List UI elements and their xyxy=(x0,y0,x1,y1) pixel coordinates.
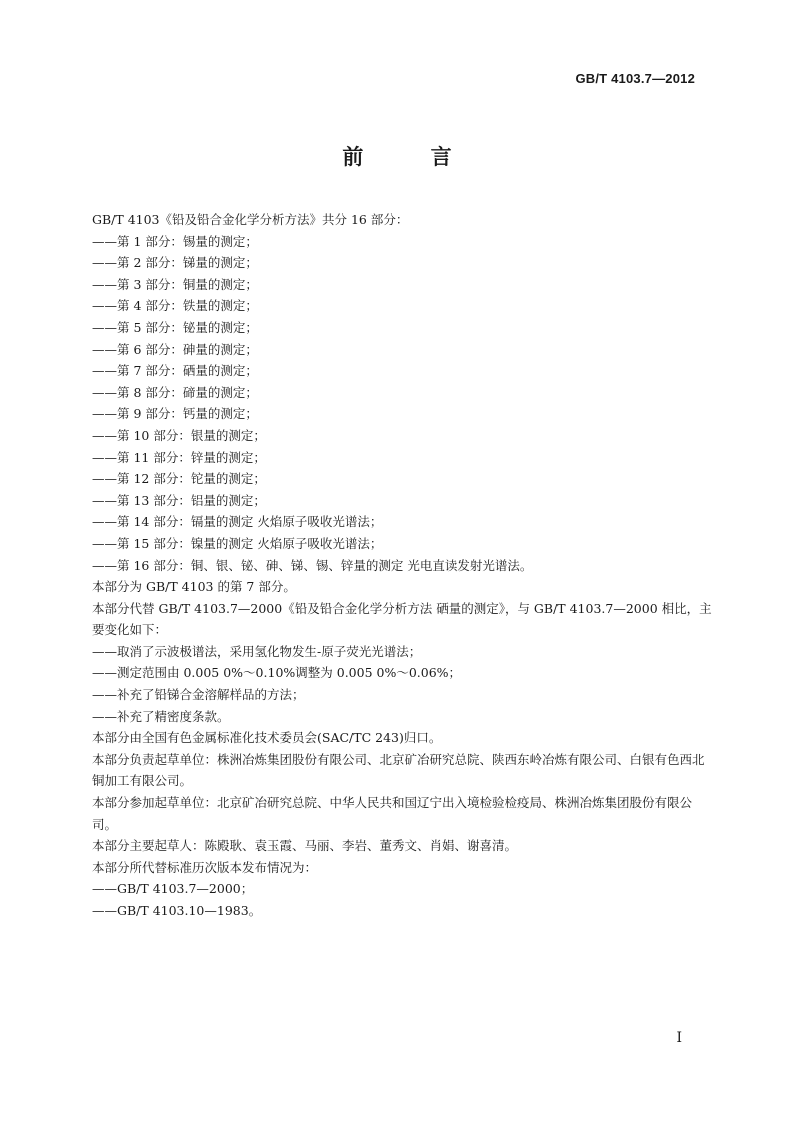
foreword-body xyxy=(92,209,712,922)
part-statement: 本部分为 GB/T 4103 的第 7 部分。 xyxy=(92,579,296,595)
changes-list xyxy=(92,641,712,727)
history-list xyxy=(92,878,712,921)
intro-line: GB/T 4103《铅及铅合金化学分析方法》共分 16 部分： xyxy=(92,212,409,227)
participating-units: 本部分参加起草单位：北京矿冶研究总院、中华人民共和国辽宁出入境检验检疫局、株洲冶炼集团股份有限公司。 xyxy=(92,795,693,832)
history-item: ——GB/T 4103.7—2000； xyxy=(92,881,254,897)
part-item: ——第 13 部分：铝量的测定； xyxy=(92,492,266,508)
standard-number: GB/T 4103.7—2012 xyxy=(575,71,695,86)
part-item: ——第 14 部分：镉量的测定 火焰原子吸收光谱法； xyxy=(92,514,383,530)
replaces-paragraph: 本部分代替 GB/T 4103.7—2000《铅及铅合金化学分析方法 硒量的测定》，与 GB/T 4103.7—2000 相比，主要变化如下： xyxy=(92,600,712,638)
part-item: ——第 11 部分：锌量的测定； xyxy=(92,449,266,465)
part-item: ——第 10 部分：银量的测定； xyxy=(92,427,266,443)
part-item: ——第 3 部分：铜量的测定； xyxy=(92,276,258,292)
page-title: 前 言 xyxy=(342,145,482,169)
part-item: ——第 15 部分：镍量的测定 火焰原子吸收光谱法； xyxy=(92,535,383,551)
change-item: ——补充了铅锑合金溶解样品的方法； xyxy=(92,687,305,703)
parts-list xyxy=(92,231,712,577)
page-number: I xyxy=(676,1030,682,1046)
history-item: ——GB/T 4103.10—1983。 xyxy=(92,903,262,918)
part-item: ——第 8 部分：碲量的测定； xyxy=(92,384,258,400)
change-item: ——测定范围由 0.005 0%～0.10%调整为 0.005 0%～0.06%； xyxy=(92,665,462,681)
drafting-units: 本部分负责起草单位：株洲冶炼集团股份有限公司、北京矿冶研究总院、陕西东岭冶炼有限公司、白银有色西北铜加工有限公司。 xyxy=(92,751,705,789)
part-item: ——第 5 部分：铋量的测定； xyxy=(92,319,258,335)
part-item: ——第 2 部分：锑量的测定； xyxy=(92,255,258,271)
drafters: 本部分主要起草人：陈殿耿、袁玉霞、马丽、李岩、董秀文、肖娟、谢喜清。 xyxy=(92,838,518,854)
part-item: ——第 6 部分：砷量的测定； xyxy=(92,341,258,357)
part-item: ——第 12 部分：铊量的测定； xyxy=(92,471,266,487)
history-intro: 本部分所代替标准历次版本发布情况为： xyxy=(92,859,318,875)
part-item: ——第 16 部分：铜、银、铋、砷、锑、锡、锌量的测定 光电直读发射光谱法。 xyxy=(92,557,533,573)
part-item: ——第 7 部分：硒量的测定； xyxy=(92,363,258,379)
change-item: ——补充了精密度条款。 xyxy=(92,708,230,724)
part-item: ——第 9 部分：钙量的测定； xyxy=(92,406,258,422)
change-item: ——取消了示波极谱法，采用氢化物发生-原子荧光光谱法； xyxy=(92,643,422,659)
part-item: ——第 4 部分：铁量的测定； xyxy=(92,298,258,314)
part-item: ——第 1 部分：锡量的测定； xyxy=(92,233,258,249)
proposed-by: 本部分由全国有色金属标准化技术委员会(SAC/TC 243)归口。 xyxy=(92,730,442,746)
